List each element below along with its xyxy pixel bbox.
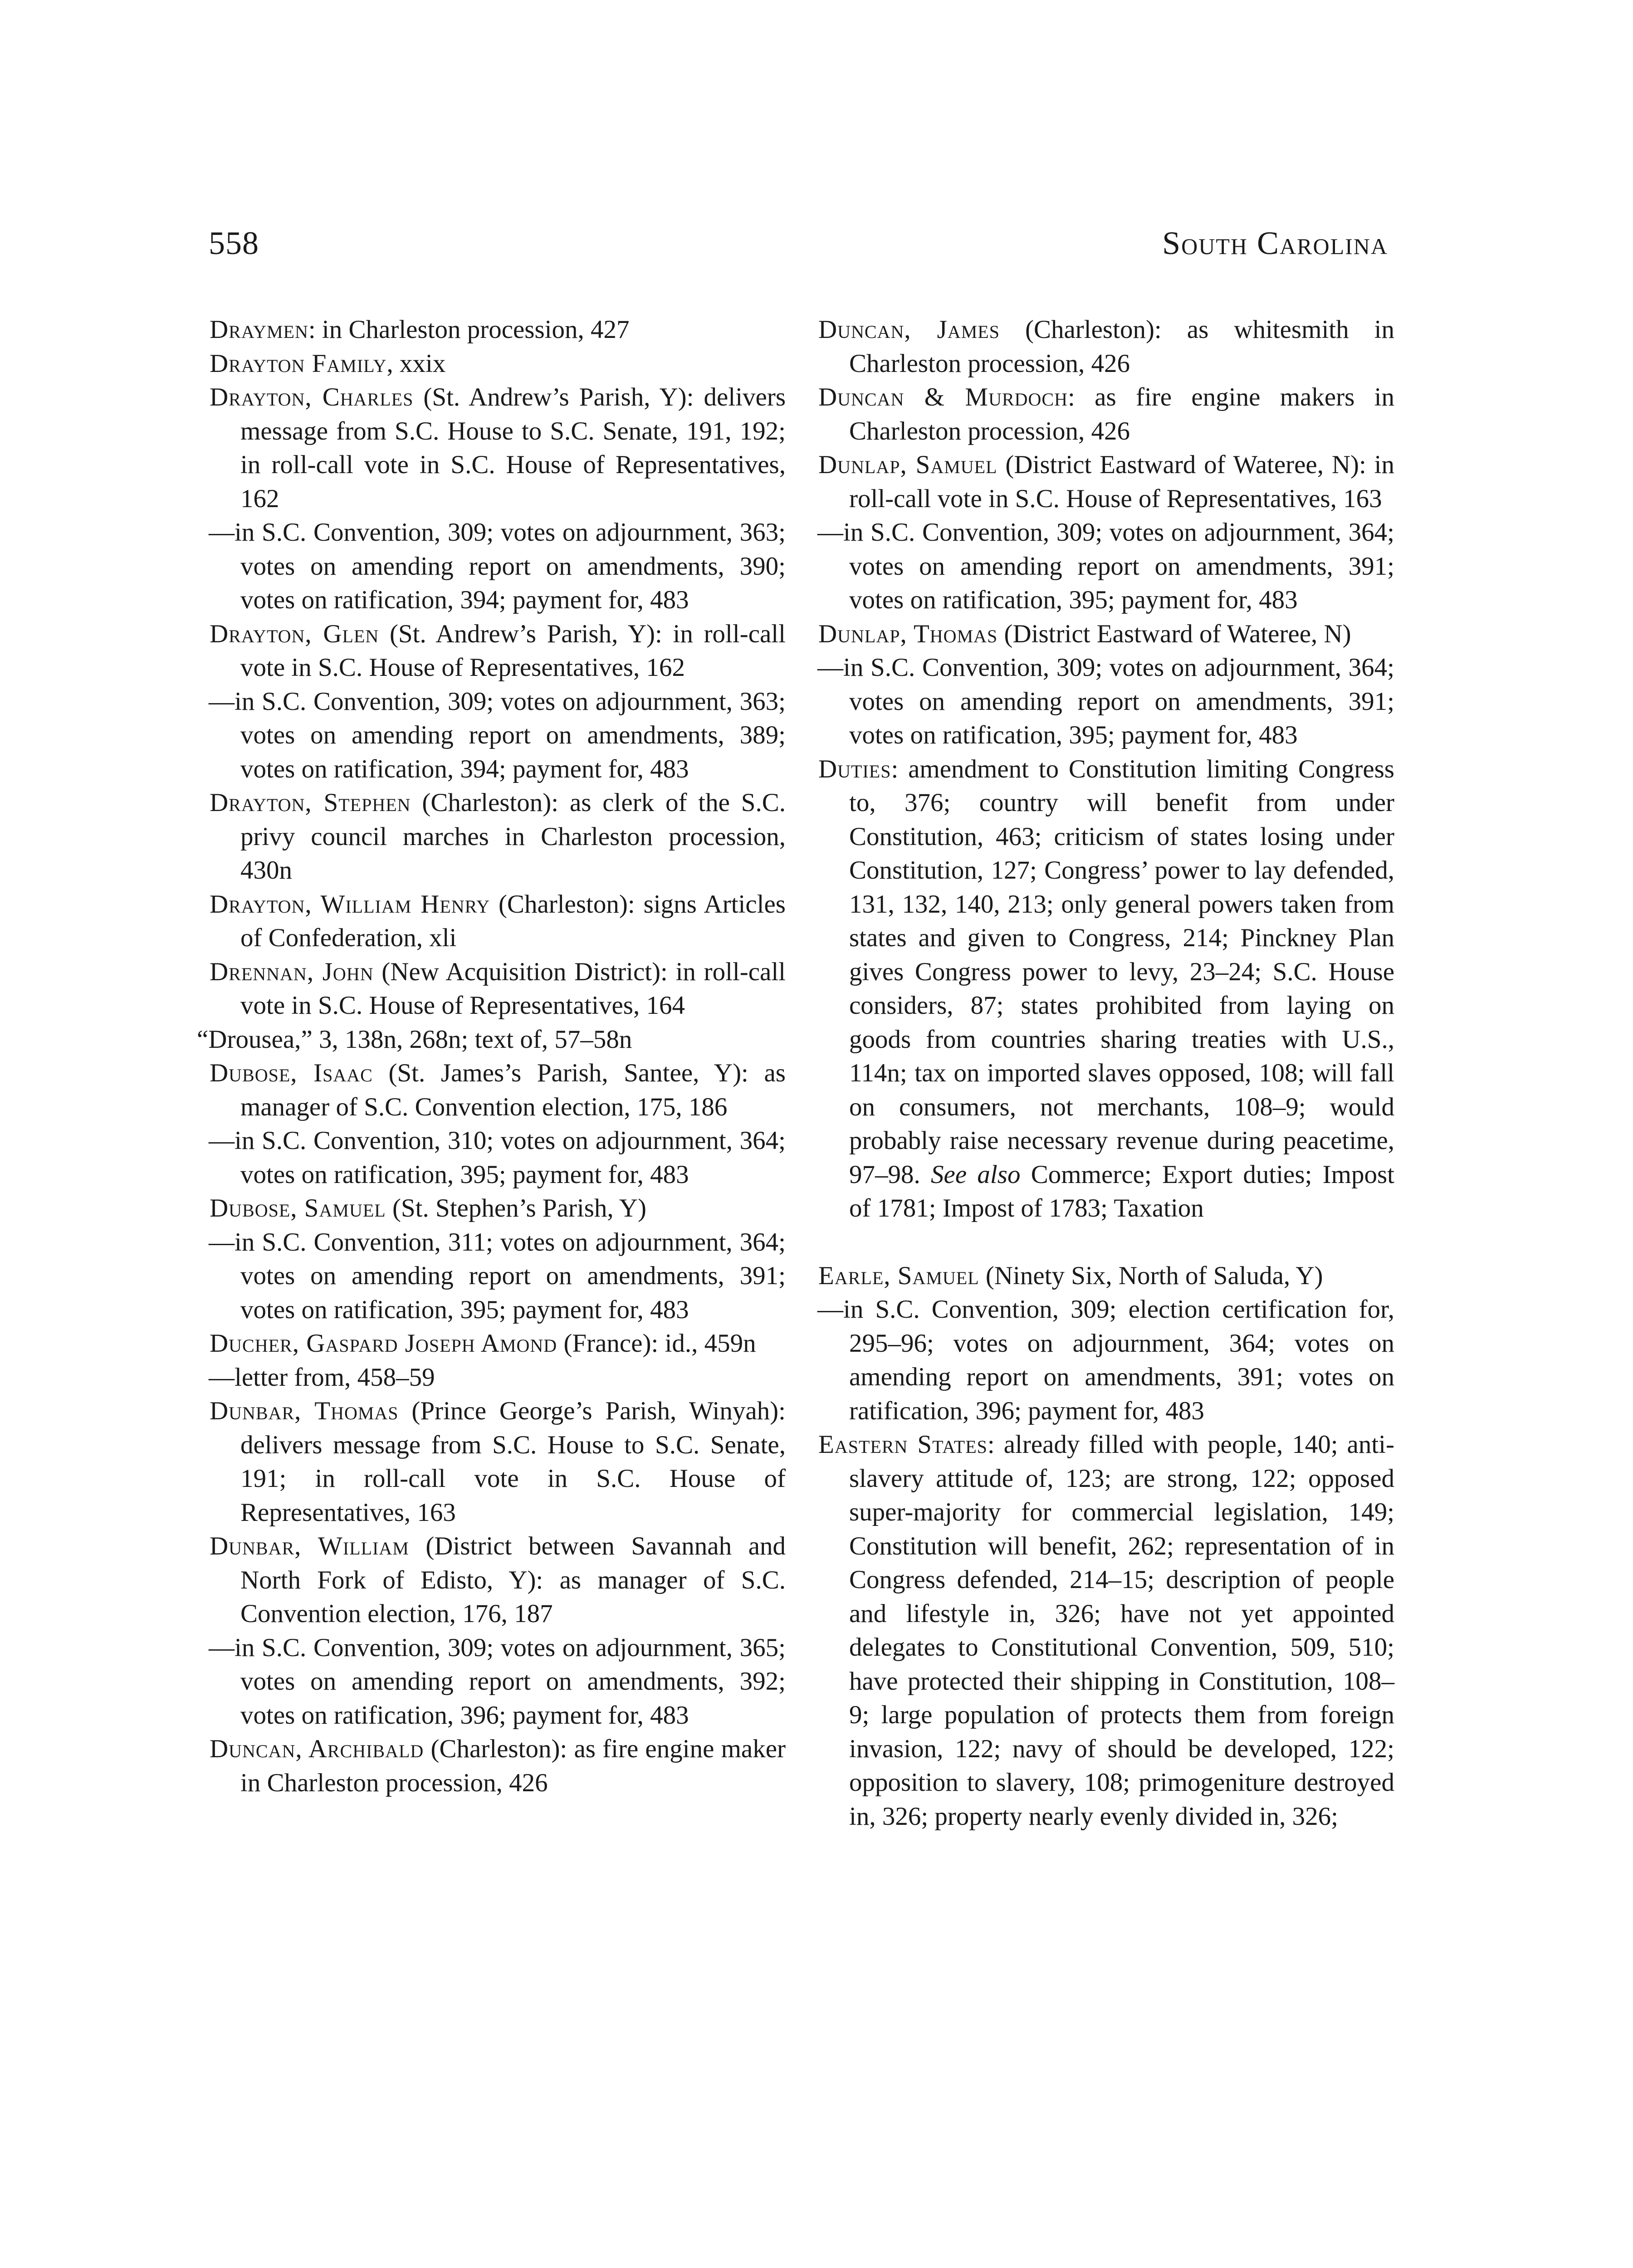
entry-heading: Drayton, William Henry xyxy=(210,890,490,919)
subentry-text: —in S.C. Convention, 309; votes on adjournment, 364; votes on amending report on amendments, 391; votes on ratification, 395; payment for, 483 xyxy=(817,653,1394,749)
entry-text: (St. Andrew’s Parish, Y): delivers message from S.C. House to S.C. Senate, 191, 192; in roll-call vote in S.C. House of Representatives, 162 xyxy=(240,383,786,513)
index-entry xyxy=(818,617,1394,651)
entry-text: : already filled with people, 140; anti-slavery attitude of, 123; are strong, 122; opposed super-majority for commercial legislation, 149; Constitution will benefit, 262; representation of in Congress defended, 214–15; description of people and lifestyle in, 326; have not yet appointed delegates to Constitutional Convention, 509, 510; have protected their shipping in Constitution, 108–9; large population of protects them from foreign invasion, 122; navy of should be developed, 122; opposition to slavery, 108; primogeniture destroyed in, 326; property nearly evenly divided in, 326; xyxy=(849,1430,1395,1831)
subentry-text: —letter from, 458–59 xyxy=(209,1363,435,1392)
index-entry xyxy=(818,1428,1394,1833)
index-subentry xyxy=(210,1226,786,1327)
entry-text: (St. Stephen’s Parish, Y) xyxy=(386,1194,646,1222)
subentry-text: —in S.C. Convention, 309; votes on adjournment, 365; votes on amending report on amendments, 392; votes on ratification, 396; payment for, 483 xyxy=(209,1633,786,1730)
entry-heading: Drayton Family xyxy=(210,349,387,378)
entry-heading: Dubose, Samuel xyxy=(210,1194,386,1222)
index-entry xyxy=(818,1259,1394,1293)
entry-heading: Drayton, Stephen xyxy=(210,788,411,817)
entry-text: (France): id., 459n xyxy=(557,1329,756,1358)
entry-text: (New Acquisition District): in roll-call vote in S.C. House of Representatives, 164 xyxy=(240,957,786,1020)
entry-heading: Drayton, Charles xyxy=(210,383,414,411)
subentry-text: —in S.C. Convention, 309; votes on adjournment, 364; votes on amending report on amendments, 391; votes on ratification, 395; payment for, 483 xyxy=(817,518,1394,614)
index-entry xyxy=(818,313,1394,381)
index-column-left xyxy=(197,313,786,1800)
index-entry xyxy=(818,753,1394,1226)
index-entry xyxy=(818,381,1394,448)
entry-heading: Duncan, Archibald xyxy=(210,1735,424,1763)
entry-heading: Earle, Samuel xyxy=(818,1261,979,1290)
entry-heading: Draymen xyxy=(210,315,308,344)
entry-text: (Ninety Six, North of Saluda, Y) xyxy=(979,1261,1323,1290)
entry-heading: Ducher, Gaspard Joseph Amond xyxy=(210,1329,557,1358)
entry-text: (District Eastward of Wateree, N) xyxy=(997,619,1351,648)
index-entry xyxy=(210,313,786,347)
entry-heading: Dunbar, Thomas xyxy=(210,1397,399,1425)
index-entry xyxy=(197,1023,786,1057)
index-subentry xyxy=(210,685,786,787)
entry-text: (District between Savannah and North Fork of Edisto, Y): as manager of S.C. Convention election, 176, 187 xyxy=(240,1532,786,1628)
entry-text: (District Eastward of Wateree, N): in roll-call vote in S.C. House of Representatives, 163 xyxy=(849,450,1394,513)
index-entry xyxy=(210,888,786,955)
index-subentry xyxy=(210,516,786,617)
index-entry xyxy=(210,347,786,381)
entry-text: “Drousea,” 3, 138n, 268n; text of, 57–58n xyxy=(197,1025,632,1054)
entry-heading: Drayton, Glen xyxy=(210,619,379,648)
index-subentry xyxy=(818,651,1394,753)
running-head: South Carolina xyxy=(1162,225,1388,261)
entry-text: : in Charleston procession, 427 xyxy=(308,315,630,344)
index-subentry xyxy=(818,1293,1394,1428)
index-entry xyxy=(818,448,1394,516)
entry-text: (Charleston): signs Articles of Confederation, xli xyxy=(240,890,786,952)
entry-text: : as fire engine makers in Charleston procession, 426 xyxy=(849,383,1394,445)
index-entry xyxy=(210,1056,786,1124)
index-entry xyxy=(210,1732,786,1800)
index-entry xyxy=(210,786,786,888)
entry-text: (St. James’s Parish, Santee, Y): as manager of S.C. Convention election, 175, 186 xyxy=(240,1059,786,1121)
entry-heading: Dunlap, Thomas xyxy=(818,619,998,648)
index-entry xyxy=(210,1327,786,1361)
index-entry xyxy=(210,617,786,685)
index-entry xyxy=(210,1394,786,1530)
index-entry xyxy=(210,1530,786,1631)
entry-heading: Dunlap, Samuel xyxy=(818,450,997,479)
index-entry xyxy=(210,381,786,516)
index-entry xyxy=(210,955,786,1023)
index-subentry xyxy=(818,516,1394,617)
entry-heading: Eastern States xyxy=(818,1430,988,1459)
subentry-text: —in S.C. Convention, 309; election certification for, 295–96; votes on adjournment, 364; votes on amending report on amendments, 391; votes on ratification, 396; payment for, 483 xyxy=(817,1295,1394,1425)
see-also-label: See also xyxy=(931,1160,1021,1189)
entry-heading: Dunbar, William xyxy=(210,1532,409,1560)
entry-text: (Prince George’s Parish, Winyah): delivers message from S.C. House to S.C. Senate, 191; in roll-call vote in S.C. House of Representatives, 163 xyxy=(240,1397,786,1527)
index-entry xyxy=(210,1192,786,1226)
entry-text: : amendment to Constitution limiting Congress to, 376; country will benefit from under Constitution, 463; criticism of states losing under Constitution, 127; Congress’ power to lay defended, 131, 132, 140, 213; only general powers taken from states and given to Congress, 214; Pinckney Plan gives Congress power to levy, 23–24; S.C. House considers, 87; states prohibited from laying on goods from countries sharing treaties with U.S., 114n; tax on imported slaves opposed, 108; will fall on consumers, not merchants, 108–9; would probably raise necessary revenue during peacetime, 97–98. xyxy=(849,754,1394,1189)
entry-heading: Duncan & Murdoch xyxy=(818,383,1068,411)
subentry-text: —in S.C. Convention, 311; votes on adjournment, 364; votes on amending report on amendments, 391; votes on ratification, 395; payment for, 483 xyxy=(209,1227,786,1324)
index-subentry xyxy=(210,1631,786,1733)
entry-text: (Charleston): as fire engine maker in Charleston procession, 426 xyxy=(240,1735,786,1797)
entry-text: (Charleston): as whitesmith in Charleston procession, 426 xyxy=(849,315,1394,378)
subentry-text: —in S.C. Convention, 310; votes on adjournment, 364; votes on ratification, 395; payment for, 483 xyxy=(209,1126,786,1189)
entry-heading: Drennan, John xyxy=(210,957,374,986)
entry-heading: Dubose, Isaac xyxy=(210,1059,373,1087)
entry-text: , xxix xyxy=(386,349,446,378)
entry-heading: Duncan, James xyxy=(818,315,1000,344)
entry-text: Commerce; Export duties; Impost of 1781; Impost of 1783; Taxation xyxy=(849,1160,1395,1222)
entry-text: (Charleston): as clerk of the S.C. privy council marches in Charleston procession, 430n xyxy=(240,788,786,885)
entry-text: (St. Andrew’s Parish, Y): in roll-call vote in S.C. House of Representatives, 162 xyxy=(240,619,786,682)
subentry-text: —in S.C. Convention, 309; votes on adjournment, 363; votes on amending report on amendments, 390; votes on ratification, 394; payment for, 483 xyxy=(209,518,786,614)
entry-heading: Duties xyxy=(818,754,891,783)
index-column-right xyxy=(818,313,1394,1833)
index-subentry xyxy=(210,1361,786,1395)
page-number: 558 xyxy=(209,225,259,261)
subentry-text: —in S.C. Convention, 309; votes on adjournment, 363; votes on amending report on amendments, 389; votes on ratification, 394; payment for, 483 xyxy=(209,687,786,783)
index-subentry xyxy=(210,1124,786,1192)
